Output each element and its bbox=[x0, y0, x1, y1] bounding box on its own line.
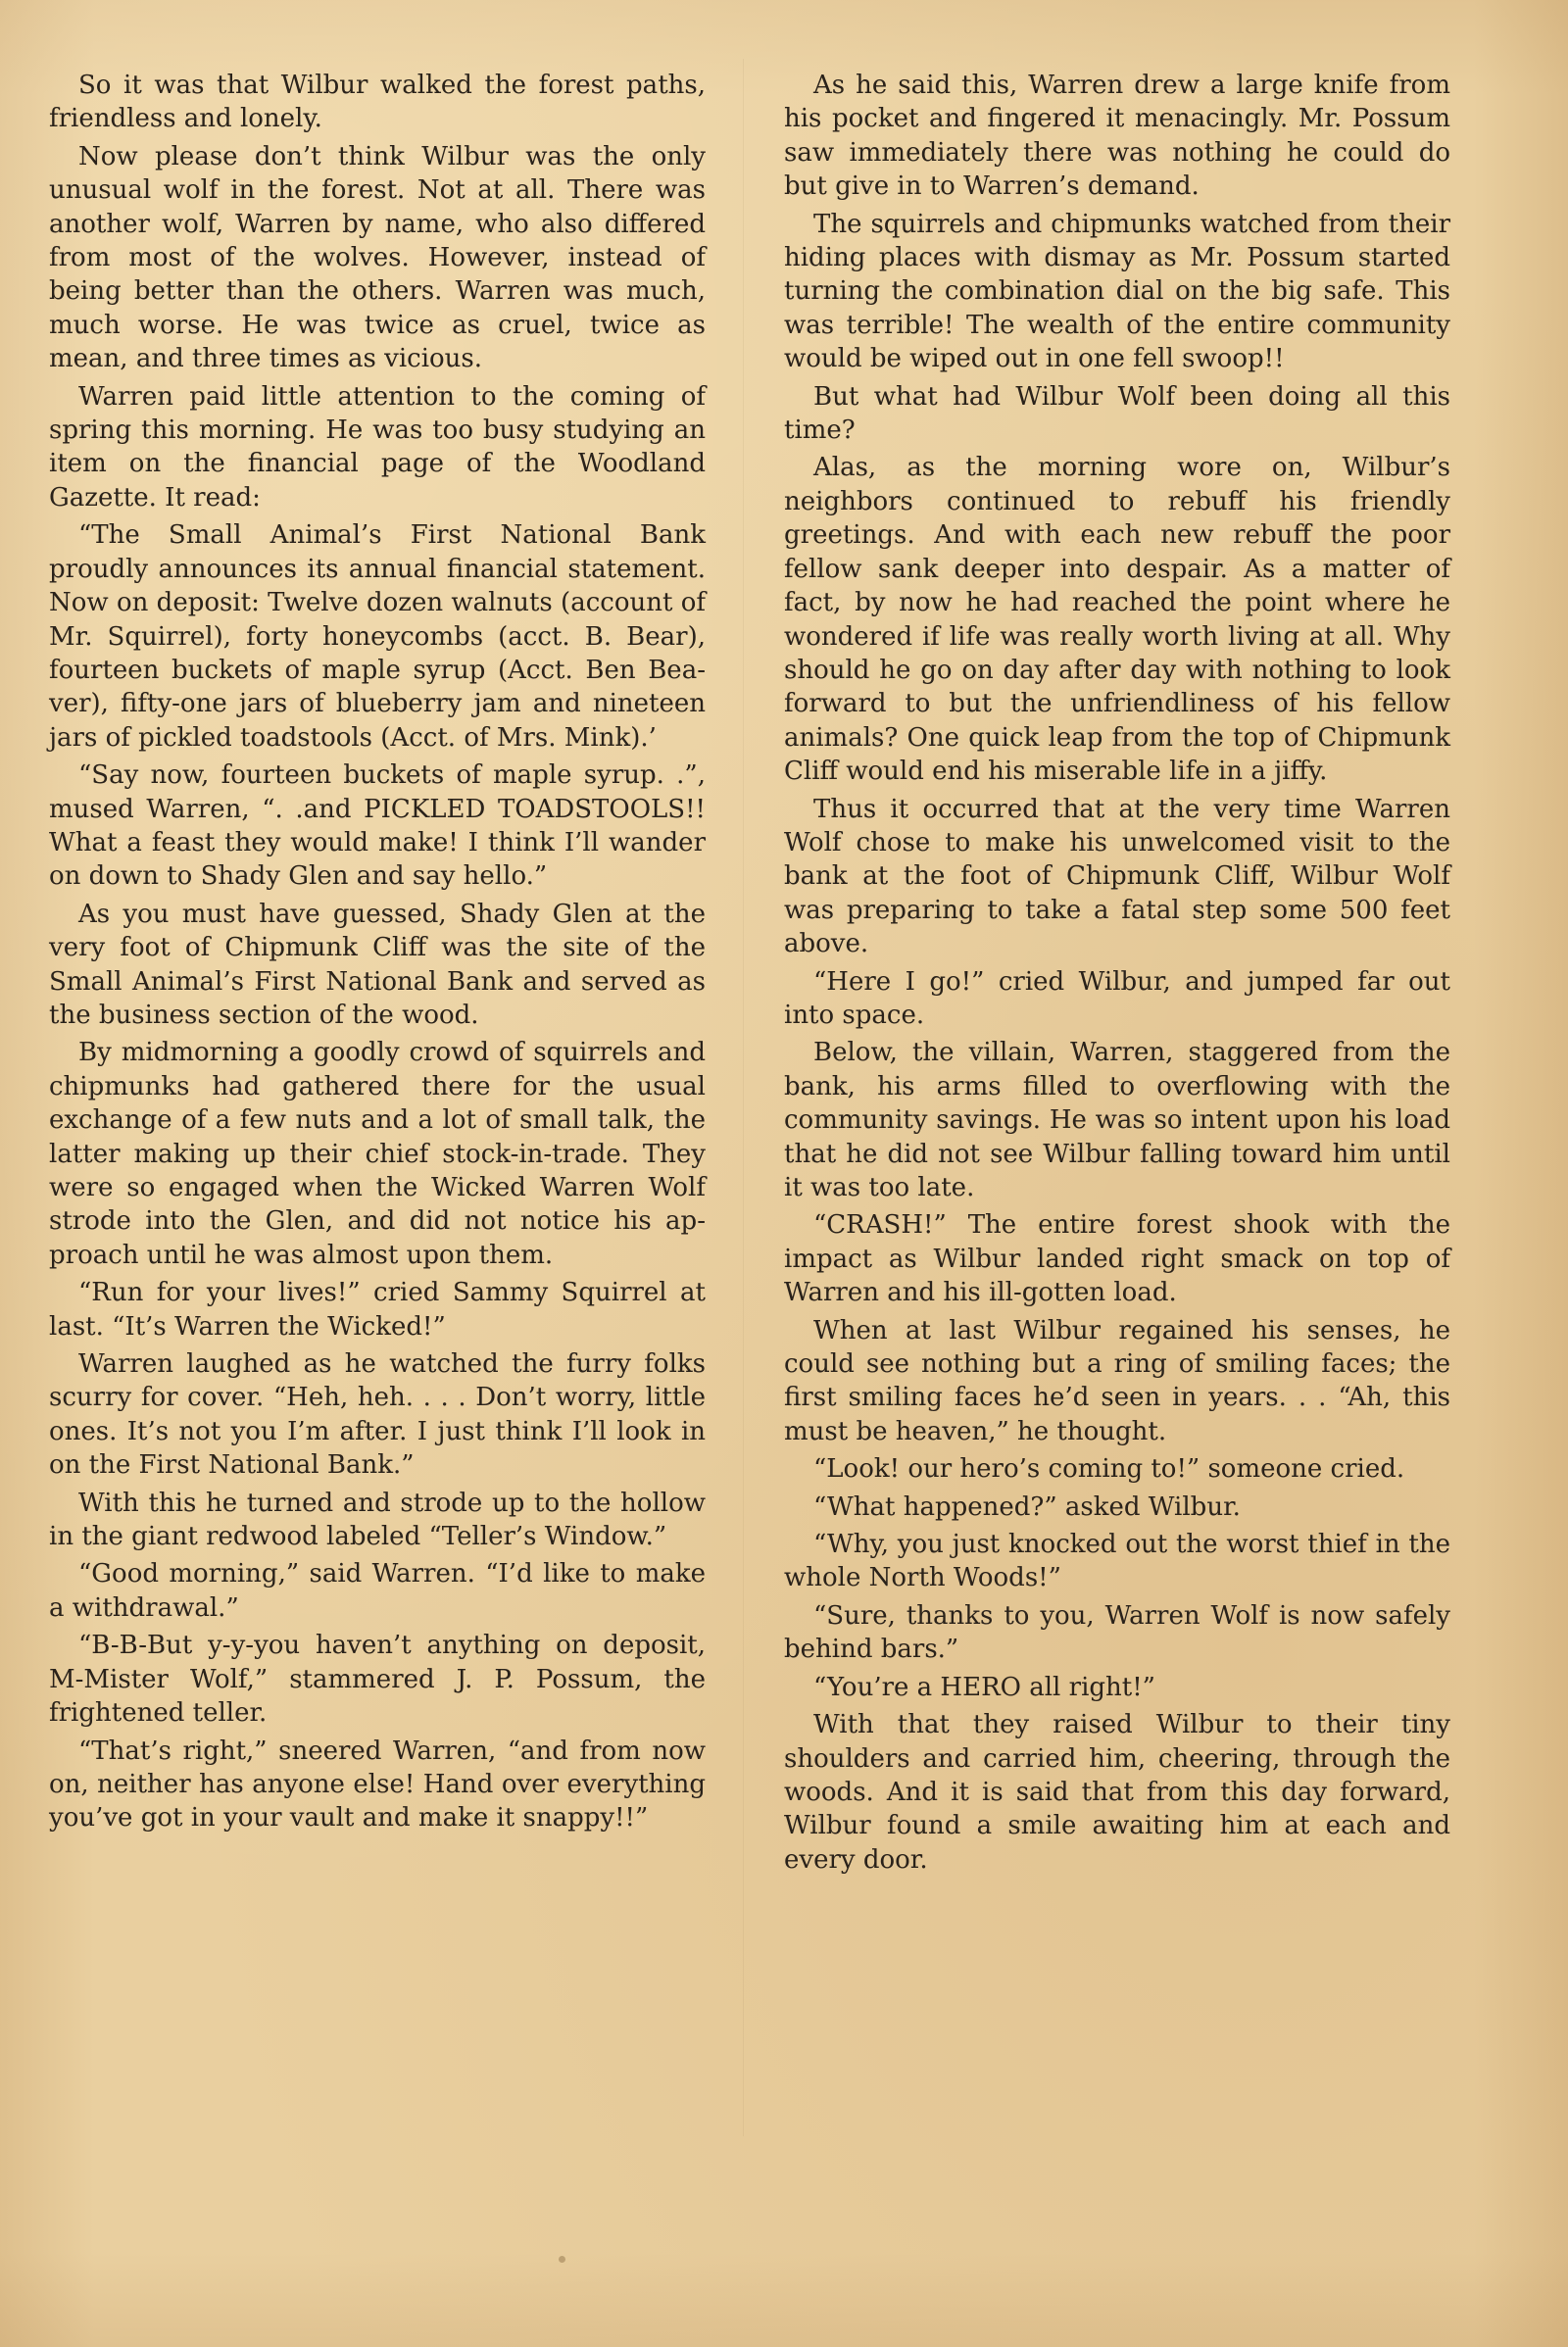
right-paragraph-15: With that they raised Wilbur to their tiny shoulders and carried him, cheering, through the woods. And it is said that from this day forward, Wilbur found a smile awaiting him at each and every door. bbox=[784, 1710, 1450, 1875]
left-paragraph-13: “That’s right,” sneered Warren, “and from now on, neither has anyone else! Hand over everything you’ve got in your vault and make it snappy!!” bbox=[49, 1736, 706, 1834]
right-paragraph-3: But what had Wilbur Wolf been doing all this time? bbox=[784, 381, 1450, 446]
column-gutter bbox=[743, 59, 744, 2136]
left-paragraph-3: Warren paid little attention to the coming of spring this morning. He was too busy studying an item on the financial page of the Woodland Gazette. It read: bbox=[49, 381, 706, 513]
right-paragraph-2: The squirrels and chipmunks watched from their hiding places with dismay as Mr. Possum started turning the combination dial on the big safe. This was terrible! The wealth of the entire community would be wiped out in one fell swoop!! bbox=[784, 209, 1450, 374]
right-column bbox=[784, 69, 1450, 1881]
right-paragraph-7: Below, the villain, Warren, staggered from the bank, his arms filled to overflowing with the community savings. He was so intent upon his load that he did not see Wilbur falling toward him until it was too late. bbox=[784, 1038, 1450, 1202]
left-paragraph-9: Warren laughed as he watched the furry folks scurry for cover. “Heh, heh. . . . Don’t worry, little ones. It’s not you I’m after. I just think I’ll look in on the First National Bank.” bbox=[49, 1349, 706, 1481]
left-paragraph-2: Now please don’t think Wilbur was the only unusual wolf in the forest. Not at all. There was another wolf, Warren by name, who also differed from most of the wolves. However, instead of being better than the others. Warren was much, much worse. He was twice as cruel, twice as mean, and three times as vicious. bbox=[49, 141, 706, 374]
right-paragraph-12: “Why, you just knocked out the worst thief in the whole North Woods!” bbox=[784, 1530, 1450, 1593]
right-paragraph-8: “CRASH!” The entire forest shook with the impact as Wilbur landed right smack on top of Warren and his ill-gotten load. bbox=[784, 1210, 1450, 1308]
right-paragraph-10: “Look! our hero’s coming to!” someone cried. bbox=[813, 1454, 1405, 1485]
left-paragraph-11: “Good morning,” said Warren. “I’d like to make a withdrawal.” bbox=[49, 1559, 706, 1623]
left-column bbox=[49, 69, 706, 1839]
left-paragraph-5: “Say now, fourteen buckets of maple syrup. .”, mused Warren, “. .and PICKLED TOADSTOOLS!! What a feast they would make! I think I’ll wander on down to Shady Glen and say hello.” bbox=[49, 760, 706, 892]
left-paragraph-1: So it was that Wilbur walked the forest paths, friendless and lonely. bbox=[49, 71, 706, 134]
right-paragraph-1: As he said this, Warren drew a large knife from his pocket and fingered it menacingly. Mr. Possum saw immediately there was nothing he could do but give in to Warren’s demand. bbox=[784, 71, 1450, 202]
right-paragraph-9: When at last Wilbur regained his senses, he could see nothing but a ring of smiling faces; the first smiling faces he’d seen in years. . . “Ah, this must be heaven,” he thought. bbox=[784, 1315, 1450, 1446]
left-paragraph-8: “Run for your lives!” cried Sammy Squirrel at last. “It’s Warren the Wicked!” bbox=[49, 1278, 706, 1342]
left-paragraph-10: With this he turned and strode up to the hollow in the giant redwood labeled “Teller’s Window.” bbox=[49, 1488, 706, 1552]
right-paragraph-13: “Sure, thanks to you, Warren Wolf is now safely behind bars.” bbox=[784, 1600, 1450, 1665]
right-paragraph-5: Thus it occurred that at the very time Warren Wolf chose to make his unwelcomed visit to the bank at the foot of Chipmunk Cliff, Wilbur Wolf was preparing to take a fatal step some 500 feet above. bbox=[784, 794, 1450, 959]
right-paragraph-11: “What happened?” asked Wilbur. bbox=[813, 1491, 1241, 1522]
right-paragraph-14: “You’re a HERO all right!” bbox=[813, 1672, 1155, 1702]
right-paragraph-4: Alas, as the morning wore on, Wilbur’s neighbors continued to rebuff his friendly greetings. And with each new rebuff the poor fellow sank deeper into despair. As a matter of fact, by now he had reached the point where he wondered if life was really worth living at all. Why should he go on day after day with nothing to look forward to but the unfriendliness of his fellow animals? One quick leap from the top of Chipmunk Cliff would end his miserable life in a jiffy. bbox=[784, 453, 1450, 787]
right-paragraph-6: “Here I go!” cried Wilbur, and jumped far out into space. bbox=[784, 966, 1450, 1030]
left-paragraph-12: “B-B-But y-y-you haven’t anything on deposit, M-Mister Wolf,” stammered J. P. Possum, the frightened teller. bbox=[49, 1631, 706, 1729]
left-paragraph-7: By midmorning a goodly crowd of squirrels and chipmunks had gathered there for the usual exchange of a few nuts and a lot of small talk, the latter making up their chief stock-in-trade. They were so engaged when the Wicked Warren Wolf strode into the Glen, and did not notice his approach until he was almost upon them. bbox=[49, 1038, 706, 1270]
left-paragraph-6: As you must have guessed, Shady Glen at the very foot of Chipmunk Cliff was the site of the Small Animal’s First National Bank and served as the business section of the wood. bbox=[49, 899, 706, 1030]
paper-speck bbox=[559, 2256, 565, 2263]
left-paragraph-4: “The Small Animal’s First National Bank proudly announces its annual financial statement. Now on deposit: Twelve dozen walnuts (account of Mr. Squirrel), forty honeycombs (acct. B. Bear), fourteen buckets of maple syrup (Acct. Ben Beaver), fifty-one jars of blueberry jam and nineteen jars of pickled toadstools (Acct. of Mrs. Mink).’ bbox=[49, 520, 706, 753]
